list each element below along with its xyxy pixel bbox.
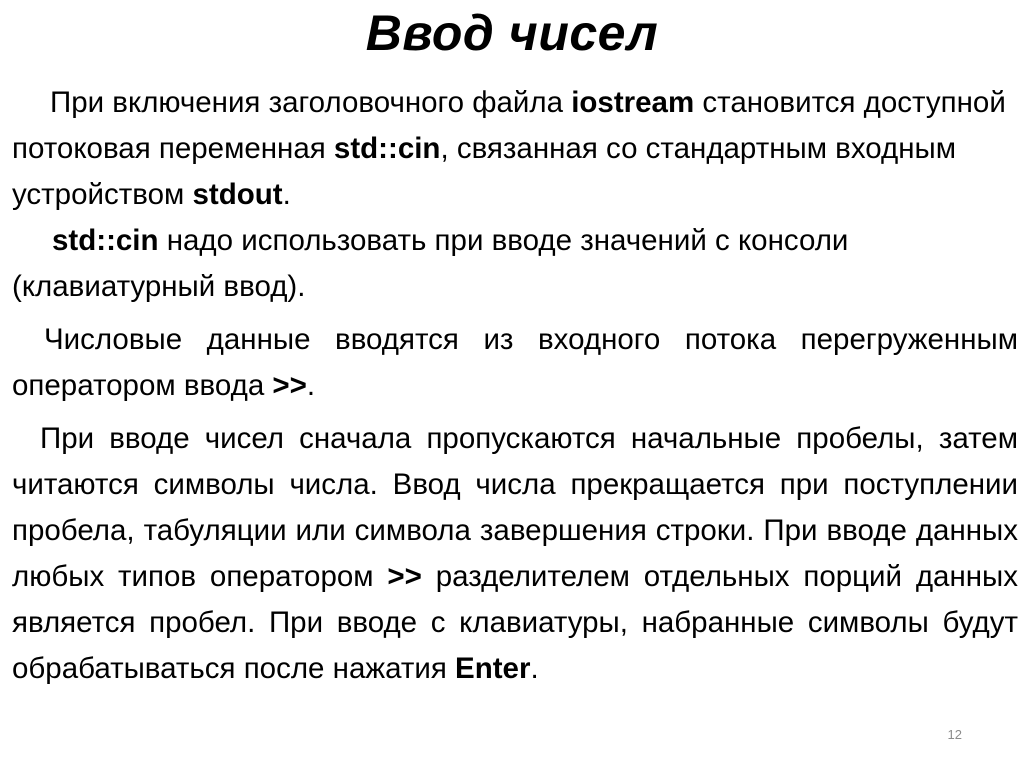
slide-title: Ввод чисел	[365, 5, 659, 61]
text-run: .	[530, 652, 539, 685]
text-run: Числовые данные вводятся из входного потока перегруженным оператором ввода	[12, 323, 1018, 402]
page-number: 12	[947, 727, 962, 742]
code-term-enter: Enter	[455, 652, 531, 685]
code-term-stdout: stdout	[192, 178, 283, 211]
slide-body	[12, 80, 1018, 692]
text-run: становится доступной потоковая переменная	[12, 86, 1006, 165]
paragraph-iostream	[12, 80, 1018, 218]
text-run: .	[282, 178, 291, 211]
text-run: При вводе чисел сначала пропускаются начальные пробелы, затем читаются символы числа. Ввод числа прекращается при поступлении пробела, табуляции или символа завершения строки. При вводе данных любых типов оператором	[12, 422, 1018, 593]
code-term-iostream: iostream	[571, 86, 695, 119]
code-term-std-cin: std::cin	[333, 132, 441, 165]
text-run: , связанная со стандартным входным устройством	[12, 132, 957, 211]
paragraph-number-reading	[12, 416, 1018, 692]
paragraph-std-cin-usage	[12, 218, 1018, 310]
paragraph-numeric-input	[12, 317, 1018, 409]
code-term-extraction-operator: >>	[387, 560, 422, 593]
code-term-extraction-operator: >>	[272, 369, 307, 402]
text-run: При включения заголовочного файла	[50, 86, 572, 119]
code-term-std-cin: std::cin	[52, 224, 159, 257]
text-run: разделителем отдельных порций данных является пробел. При вводе с клавиатуры, набранные символы будут обрабатываться после нажатия	[12, 560, 1019, 685]
text-run: .	[306, 369, 316, 402]
text-run: надо использовать при вводе значений с консоли (клавиатурный ввод).	[12, 224, 849, 303]
